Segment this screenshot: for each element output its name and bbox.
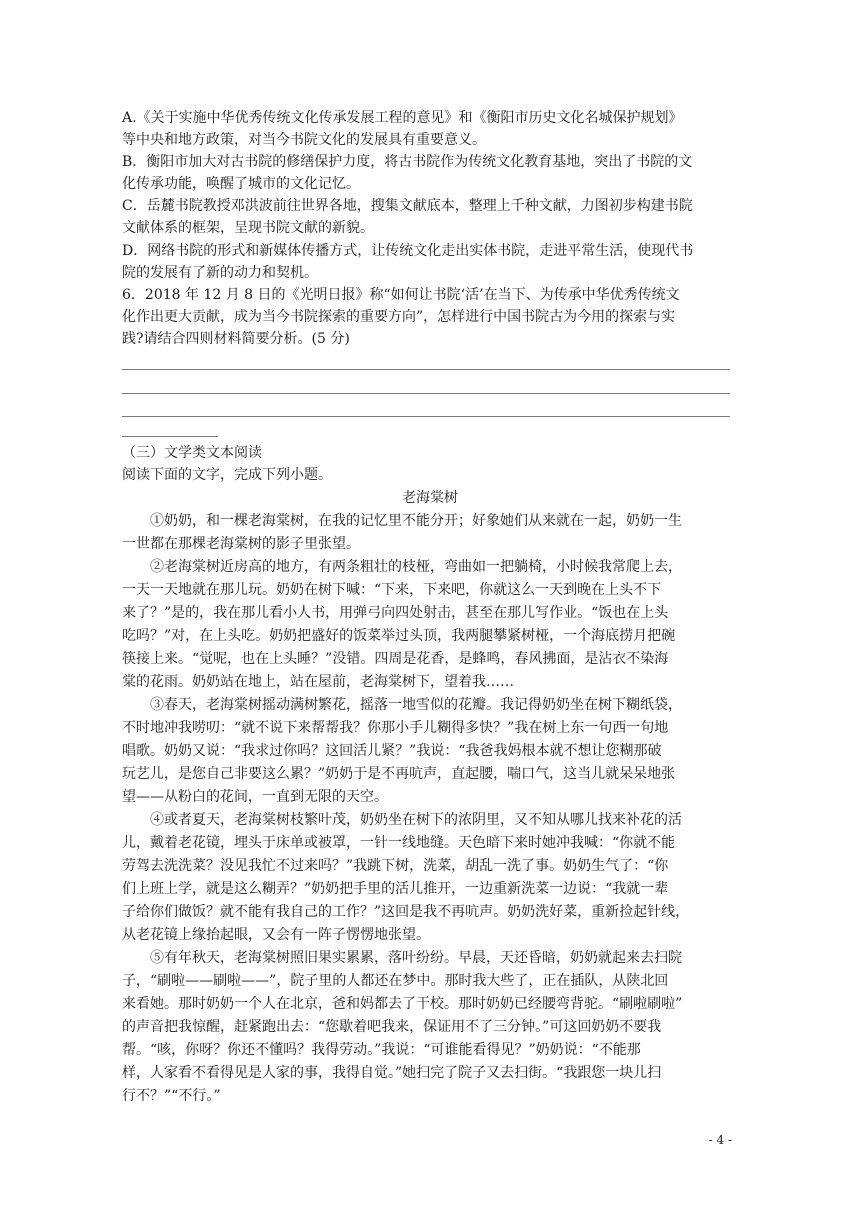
answer-line-1[interactable] bbox=[122, 369, 730, 370]
p2-line-2: 一天一天地就在那儿玩。奶奶在树下喊：“下来，下来吧，你就这么一天到晚在上头不下 bbox=[122, 582, 662, 598]
option-a-line-1: A.《关于实施中华优秀传统文化传承发展工程的意见》和《衡阳市历史文化名城保护规划》 bbox=[122, 110, 683, 126]
p2-line-3: 来了？”是的，我在那儿看小人书，用弹弓向四处射击，甚至在那儿写作业。“饭也在上头 bbox=[122, 605, 669, 621]
section-heading: （三）文学类文本阅读 bbox=[122, 445, 262, 461]
story-title: 老海棠树 bbox=[402, 490, 458, 506]
answer-line-4[interactable] bbox=[122, 436, 218, 437]
p5-line-5: 帮。“咳，你呀？你还不懂吗？我得劳动。”我说：“可谁能看得见？”奶奶说：“不能那 bbox=[122, 1042, 641, 1058]
p2-line-5: 筷接上来。“觉呢，也在上头睡？”没错。四周是花香，是蜂鸣，春风拂面，是沾衣不染海 bbox=[122, 651, 669, 667]
p5-line-4: 的声音把我惊醒，赶紧跑出去：“您歇着吧我来，保证用不了三分钟。”可这回奶奶不要我 bbox=[122, 1019, 662, 1035]
p2-line-1: ②老海棠树近房高的地方，有两条粗壮的枝桠，弯曲如一把躺椅，小时候我常爬上去， bbox=[150, 559, 682, 575]
p5-line-2: 子，“刷啦——刷啦——”，院子里的人都还在梦中。那时我大些了，正在插队，从陕北回 bbox=[122, 973, 669, 989]
p5-line-7: 行不？”“不行。” bbox=[122, 1088, 221, 1104]
section-instruction: 阅读下面的文字，完成下列小题。 bbox=[122, 467, 332, 483]
option-d-line-2: 院的发展有了新的动力和契机。 bbox=[122, 265, 318, 281]
p4-line-2: 儿，戴着老花镜，埋头于床单或被罩，一针一线地缝。天色暗下来时她冲我喊：“你就不能 bbox=[122, 835, 676, 851]
question-6-line-3: 践?请结合四则材料简要分析。(5 分) bbox=[122, 331, 350, 347]
p4-line-4: 们上班上学，就是这么糊弄？”奶奶把手里的活儿推开，一边重新洗菜一边说：“我就一辈 bbox=[122, 881, 669, 897]
question-6-line-1: 6．2018 年 12 月 8 日的《光明日报》称“如何让书院‘活’在当下、为传承中华优秀传统文 bbox=[122, 287, 680, 303]
p3-line-3: 唱歌。奶奶又说：“我求过你吗？这回活儿紧？”我说：“我爸我妈根本就不想让您糊那破 bbox=[122, 743, 662, 759]
p3-line-1: ③春天，老海棠树摇动满树繁花，摇落一地雪似的花瓣。我记得奶奶坐在树下糊纸袋， bbox=[150, 697, 682, 713]
answer-line-2[interactable] bbox=[122, 393, 730, 394]
p5-line-3: 来看她。那时奶奶一个人在北京，爸和妈都去了干校。那时奶奶已经腰弯背驼。“刷啦刷啦” bbox=[122, 996, 683, 1012]
answer-line-3[interactable] bbox=[122, 416, 730, 417]
p4-line-5: 子给你们做饭？就不能有我自己的工作？”这回是我不再吭声。奶奶洗好菜，重新捡起针线， bbox=[122, 904, 690, 920]
p3-line-2: 不时地冲我唠叨：“就不说下来帮帮我？你那小手儿糊得多快？”我在树上东一句西一句地 bbox=[122, 720, 669, 736]
page-number: - 4 - bbox=[708, 1133, 732, 1147]
option-c-line-1: C．岳麓书院教授邓洪波前往世界各地，搜集文献底本，整理上千种文献，力图初步构建书院 bbox=[122, 198, 693, 214]
p4-line-1: ④或者夏天，老海棠树枝繁叶茂，奶奶坐在树下的浓阴里，又不知从哪儿找来补花的活 bbox=[150, 812, 682, 828]
p5-line-6: 样，人家看不看得见是人家的事，我得自觉。”她扫完了院子又去扫街。“我跟您一块儿扫 bbox=[122, 1065, 662, 1081]
p2-line-6: 棠的花雨。奶奶站在地上，站在屋前，老海棠树下，望着我…… bbox=[122, 674, 514, 690]
p4-line-6: 从老花镜上缘抬起眼，又会有一阵子愣愣地张望。 bbox=[122, 927, 430, 943]
p5-line-1: ⑤有年秋天，老海棠树照旧果实累累，落叶纷纷。早晨，天还昏暗，奶奶就起来去扫院 bbox=[150, 950, 682, 966]
p4-line-3: 劳驾去洗洗菜？没见我忙不过来吗？”我跳下树，洗菜，胡乱一洗了事。奶奶生气了：“你 bbox=[122, 858, 669, 874]
p2-line-4: 吃吗？”对，在上头吃。奶奶把盛好的饭菜举过头顶，我两腿攀紧树桠，一个海底捞月把碗 bbox=[122, 628, 676, 644]
question-6-line-2: 化作出更大贡献，成为当今书院探索的重要方向”，怎样进行中国书院古为今用的探索与实 bbox=[122, 309, 676, 325]
option-c-line-2: 文献体系的框架，呈现书院文献的新貌。 bbox=[122, 220, 374, 236]
p1-line-2: 一世都在那棵老海棠树的影子里张望。 bbox=[122, 536, 360, 552]
option-b-line-1: B．衡阳市加大对古书院的修缮保护力度，将古书院作为传统文化教育基地，突出了书院的文 bbox=[122, 154, 693, 170]
p3-line-5: 望——从粉白的花间，一直到无限的天空。 bbox=[122, 789, 388, 805]
p3-line-4: 玩艺儿，是您自己非要这么累？”奶奶于是不再吭声，直起腰，喘口气，这当儿就呆呆地张 bbox=[122, 766, 676, 782]
p1-line-1: ①奶奶，和一棵老海棠树，在我的记忆里不能分开；好象她们从来就在一起，奶奶一生 bbox=[150, 513, 682, 529]
option-b-line-2: 化传承功能，唤醒了城市的文化记忆。 bbox=[122, 176, 360, 192]
option-a-line-2: 等中央和地方政策，对当今书院文化的发展具有重要意义。 bbox=[122, 132, 486, 148]
option-d-line-1: D．网络书院的形式和新媒体传播方式，让传统文化走出实体书院，走进平常生活，使现代书 bbox=[122, 243, 694, 259]
